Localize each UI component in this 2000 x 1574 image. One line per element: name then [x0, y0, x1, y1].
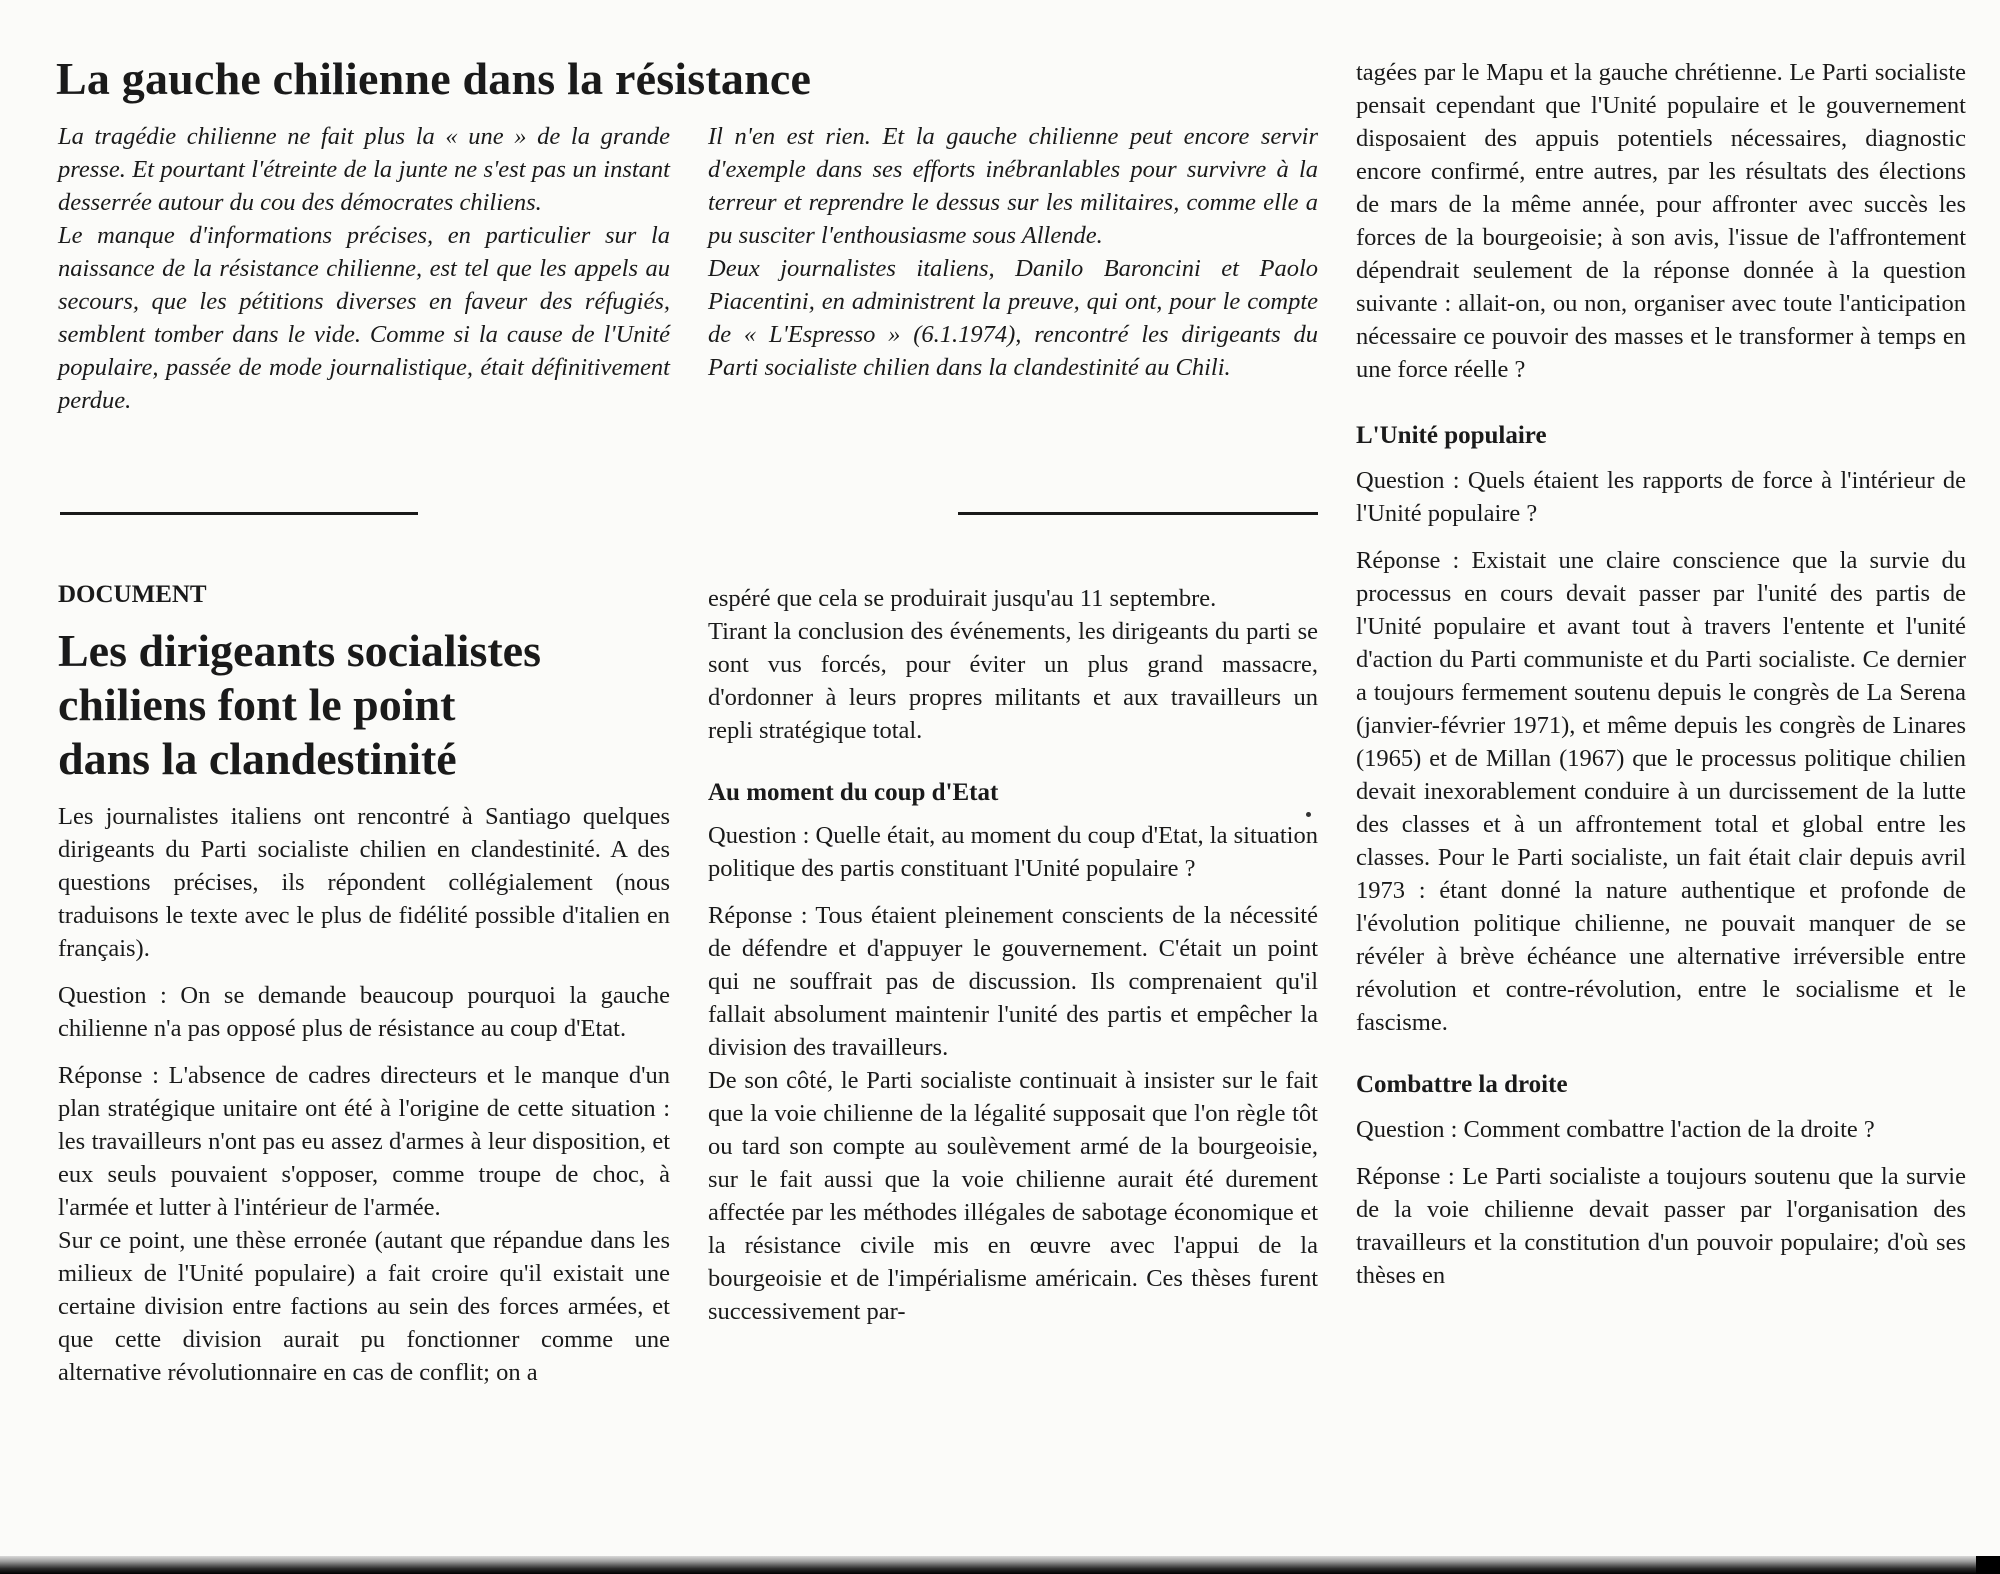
- headline-block: [56, 52, 956, 106]
- answer-paragraph: De son côté, le Parti socialiste continuait à insister sur le fait que la voie chilienne de la légalité supposait que l'on règle tôt ou tard son compte au soulèvement armé de la bourgeoisie, sur le fait aussi que la voie chilienne aurait été durement affectée par les méthodes illégales de sabotage économique et la résistance civile mis en œuvre avec l'appui de la bourgeoisie et de l'impérialisme américain. Ces thèses furent successivement par-: [708, 1067, 1318, 1325]
- document-column-1: [58, 580, 670, 1389]
- intro-column-1: [58, 120, 670, 417]
- document-title-line: Les dirigeants socialistes: [58, 625, 541, 676]
- document-lead: Les journalistes italiens ont rencontré à Santiago quelques dirigeants du Parti socialiste chilien en clandestinité. A des questions précises, ils répondent collégialement (nous traduisons le texte avec le plus de fidélité possible d'italien en français).: [58, 803, 670, 962]
- intro-column-2: [708, 120, 1318, 384]
- question-paragraph: Question : Quels étaient les rapports de force à l'intérieur de l'Unité populaire ?: [1356, 467, 1966, 527]
- intro-paragraph: Deux journalistes italiens, Danilo Baroncini et Paolo Piacentini, en administrent la preuve, qui ont, pour le compte de « L'Espresso » (6.1.1974), rencontré les dirigeants du Parti socialiste chilien dans la clandestinité au Chili.: [708, 255, 1318, 381]
- divider-rule-left: [60, 512, 418, 515]
- document-column-2: [708, 582, 1318, 1328]
- intro-paragraph: Il n'en est rien. Et la gauche chilienne peut encore servir d'exemple dans ses efforts inébranlables pour survivre à la terreur et reprendre le dessus sur les militaires, comme elle a pu susciter l'enthousiasme sous Allende.: [708, 123, 1318, 249]
- subheading: L'Unité populaire: [1356, 422, 1547, 449]
- answer-paragraph: Réponse : Tous étaient pleinement conscients de la nécessité de défendre et d'appuyer le gouvernement. C'était un point qui ne souffrait pas de discussion. Ils comprenaient qu'il fallait absolument maintenir l'unité des partis et empêcher la division des travailleurs.: [708, 902, 1318, 1061]
- headline: La gauche chilienne dans la résistance: [56, 53, 812, 104]
- subheading: Au moment du coup d'Etat: [708, 779, 999, 806]
- answer-paragraph: Réponse : Existait une claire conscience que la survie du processus en cours devait passer par l'unité des partis de l'Unité populaire et avant tout à travers l'entente et l'unité d'action du Parti communiste et du Parti socialiste. Ce dernier a toujours fermement soutenu depuis le congrès de La Serena (janvier-février 1971), et même depuis les congrès de Linares (1965) et de Millan (1967) que le processus politique chilien devait inexorablement conduire à un durcissement de la lutte des classes et à un affrontement total et global entre les classes. Pour le Parti socialiste, un fait était clair depuis avril 1973 : étant donné la nature authentique et profonde de l'évolution politique chilienne, ne pouvait manquer de se révéler à brève échéance une alternative irréversible entre révolution et contre-révolution, entre le socialisme et le fascisme.: [1356, 547, 1966, 1036]
- subheading: Combattre la droite: [1356, 1071, 1568, 1098]
- intro-paragraph: La tragédie chilienne ne fait plus la « une » de la grande presse. Et pourtant l'étreinte de la junte ne s'est pas un instant desserrée autour du cou des démocrates chiliens.: [58, 123, 670, 216]
- document-title-line: dans la clandestinité: [58, 733, 457, 784]
- continued-paragraph: espéré que cela se produirait jusqu'au 11 septembre.: [708, 585, 1217, 612]
- question-paragraph: Question : On se demande beaucoup pourquoi la gauche chilienne n'a pas opposé plus de résistance au coup d'Etat.: [58, 982, 670, 1042]
- answer-paragraph: Réponse : Le Parti socialiste a toujours soutenu que la survie de la voie chilienne devait passer par l'organisation des travailleurs et la constitution d'un pouvoir populaire; d'où ses thèses en: [1356, 1163, 1966, 1289]
- question-paragraph: Question : Quelle était, au moment du coup d'Etat, la situation politique des partis constituant l'Unité populaire ?: [708, 822, 1318, 882]
- question-paragraph: Question : Comment combattre l'action de la droite ?: [1356, 1116, 1875, 1143]
- answer-paragraph: Réponse : L'absence de cadres directeurs et le manque d'un plan stratégique unitaire ont été à l'origine de cette situation : les travailleurs n'ont pas eu assez d'armes à leur disposition, et eux seuls pouvaient s'opposer, comme troupe de choc, à l'armée et lutter à l'intérieur de l'armée.: [58, 1062, 670, 1221]
- divider-rule-right: [958, 512, 1318, 515]
- print-speck: [1306, 812, 1311, 817]
- document-column-3: [1356, 56, 1966, 1292]
- document-title-line: chiliens font le point: [58, 679, 456, 730]
- body-paragraph: Tirant la conclusion des événements, les dirigeants du parti se sont vus forcés, pour éviter un plus grand massacre, d'ordonner à leurs propres militants et aux travailleurs un repli stratégique total.: [708, 618, 1318, 744]
- scan-corner: [1976, 1556, 2000, 1574]
- document-title: [58, 624, 670, 786]
- continued-paragraph: tagées par le Mapu et la gauche chrétienne. Le Parti socialiste pensait cependant que l'Unité populaire et le gouvernement disposaient des appuis potentiels nécessaires, diagnostic encore confirmé, entre autres, par les résultats des élections de mars de la même année, pour affronter avec succès les forces de la bourgeoisie; à son avis, l'issue de l'affrontement dépendrait seulement de la réponse donnée à la question suivante : allait-on, ou non, organiser avec toute l'anticipation nécessaire ce pouvoir des masses et le transformer à temps en une force réelle ?: [1356, 59, 1966, 383]
- scan-bottom-edge: [0, 1556, 2000, 1574]
- answer-paragraph: Sur ce point, une thèse erronée (autant que répandue dans les milieux de l'Unité populaire) a fait croire qu'il existait une certaine division entre factions au sein des forces armées, et que cette division aurait pu fonctionner comme une alternative révolutionnaire en cas de conflit; on a: [58, 1227, 670, 1386]
- document-kicker: DOCUMENT: [58, 581, 207, 608]
- intro-paragraph: Le manque d'informations précises, en particulier sur la naissance de la résistance chilienne, est tel que les appels au secours, que les pétitions diverses en faveur des réfugiés, semblent tomber dans le vide. Comme si la cause de l'Unité populaire, passée de mode journalistique, était définitivement perdue.: [58, 222, 670, 414]
